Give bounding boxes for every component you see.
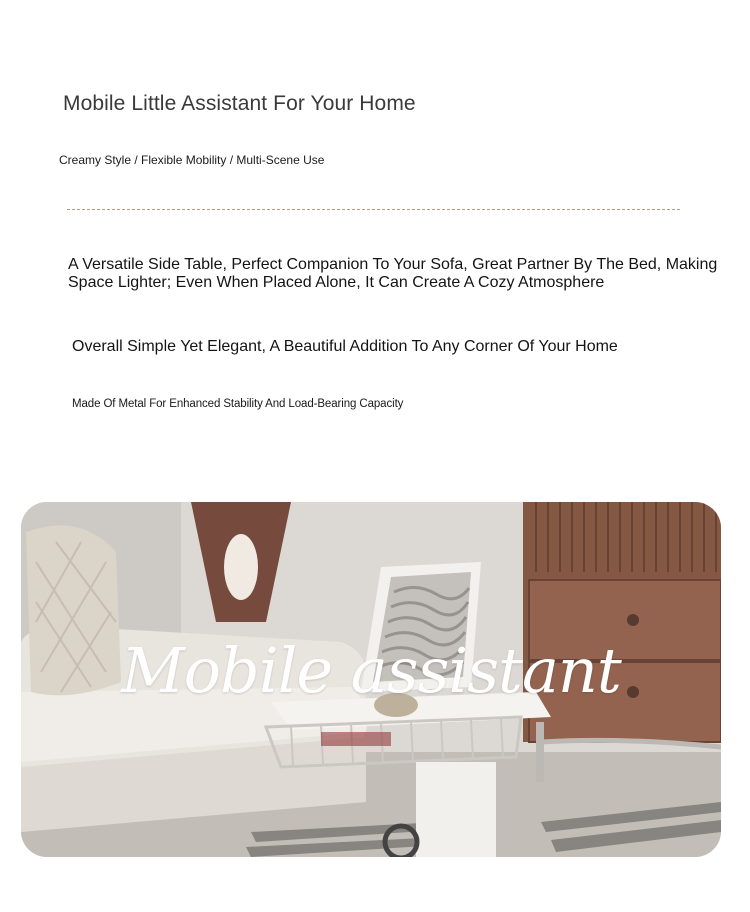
product-banner-image [21,502,721,857]
description-paragraph: A Versatile Side Table, Perfect Companion To Your Sofa, Great Partner By The Bed, Making Space Lighter; Even When Placed Alone, It Can Create A Cozy Atmosphere [68,256,718,291]
section-divider [67,209,680,210]
page-title: Mobile Little Assistant For Your Home [63,92,416,115]
highlight-text: Overall Simple Yet Elegant, A Beautiful Addition To Any Corner Of Your Home [72,338,618,355]
page-subtitle: Creamy Style / Flexible Mobility / Multi-Scene Use [59,153,325,167]
banner-overlay-text: Mobile assistant [121,634,621,707]
material-note: Made Of Metal For Enhanced Stability And Load-Bearing Capacity [72,398,404,410]
